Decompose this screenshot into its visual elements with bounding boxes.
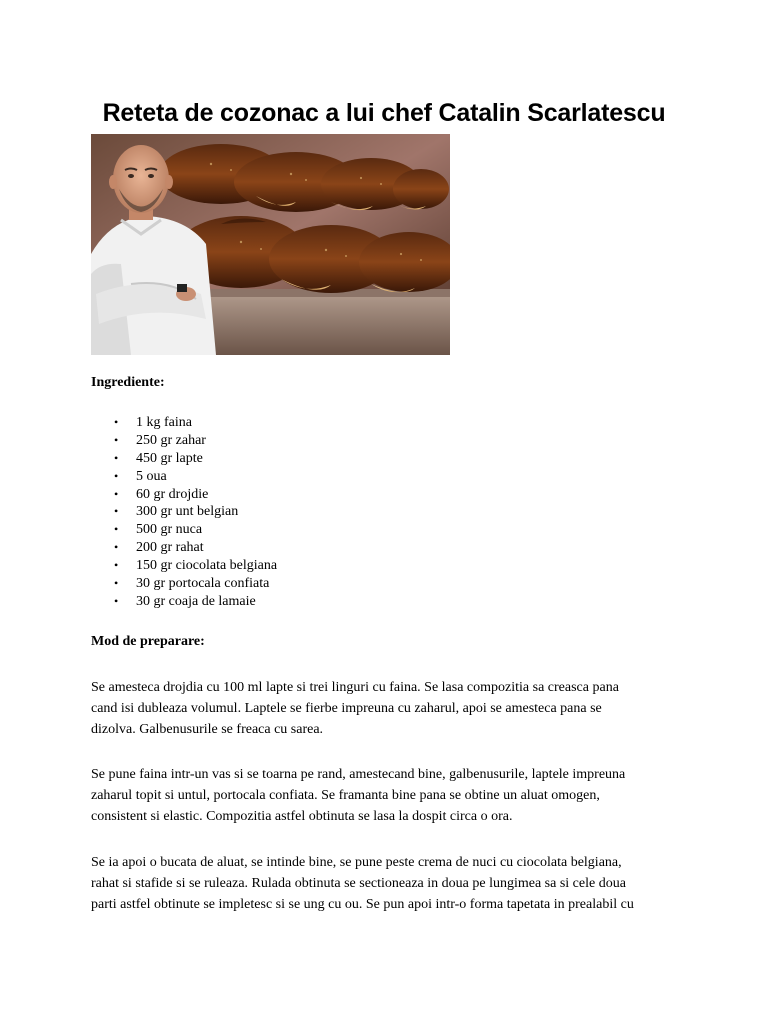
bullet-icon: • bbox=[114, 432, 119, 447]
ingredients-list bbox=[91, 414, 277, 611]
bullet-icon: • bbox=[114, 540, 119, 555]
ingredient-text: 30 gr coaja de lamaie bbox=[136, 593, 256, 609]
ingredient-text: 250 gr zahar bbox=[136, 432, 206, 448]
list-item bbox=[91, 503, 277, 521]
bullet-icon: • bbox=[114, 450, 119, 465]
ingredient-text: 5 oua bbox=[136, 468, 167, 484]
page-title: Reteta de cozonac a lui chef Catalin Scarlatescu bbox=[102, 99, 666, 127]
list-item bbox=[91, 486, 277, 504]
bullet-icon: • bbox=[114, 576, 119, 591]
bullet-icon: • bbox=[114, 415, 119, 429]
preparation-heading: Mod de preparare: bbox=[91, 634, 205, 649]
paragraph-line: Se amesteca drojdia cu 100 ml lapte si trei linguri cu faina. Se lasa compozitia sa creasca pana bbox=[91, 680, 619, 695]
paragraph-line: consistent si elastic. Compozitia astfel obtinuta se lasa la dospit circa o ora. bbox=[91, 809, 513, 824]
preparation-paragraph-2 bbox=[91, 764, 691, 827]
ingredient-text: 500 gr nuca bbox=[136, 522, 203, 538]
bullet-icon: • bbox=[114, 593, 119, 608]
ingredient-text: 150 gr ciocolata belgiana bbox=[136, 558, 278, 574]
list-item bbox=[91, 468, 277, 486]
ingredient-text: 30 gr portocala confiata bbox=[136, 576, 270, 592]
preparation-paragraph-1 bbox=[91, 677, 691, 740]
ingredients-heading: Ingrediente: bbox=[91, 375, 165, 390]
list-item bbox=[91, 557, 277, 575]
paragraph-line: parti astfel obtinute se impletesc si se ung cu ou. Se pun apoi intr-o forma tapetata in prealabil cu bbox=[91, 897, 634, 912]
bullet-icon: • bbox=[114, 468, 119, 483]
list-item bbox=[91, 539, 277, 557]
bullet-icon: • bbox=[114, 558, 119, 573]
list-item bbox=[91, 521, 277, 539]
paragraph-line: Se pune faina intr-un vas si se toarna pe rand, amestecand bine, galbenusurile, laptele impreuna bbox=[91, 767, 626, 782]
list-item bbox=[91, 450, 277, 468]
ingredient-text: 200 gr rahat bbox=[136, 540, 204, 556]
list-item bbox=[91, 593, 277, 611]
ingredient-text: 300 gr unt belgian bbox=[136, 504, 239, 520]
bullet-icon: • bbox=[114, 522, 119, 537]
bullet-icon: • bbox=[114, 486, 119, 501]
ingredient-text: 1 kg faina bbox=[136, 415, 192, 430]
paragraph-line: zaharul topit si untul, portocala confiata. Se framanta bine pana se obtine un aluat omogen, bbox=[91, 788, 600, 803]
chef-with-cozonac-photo bbox=[91, 134, 450, 355]
list-item bbox=[91, 575, 277, 593]
paragraph-line: cand isi dubleaza volumul. Laptele se fierbe impreuna cu zaharul, apoi se amesteca pana se bbox=[91, 701, 602, 716]
bullet-icon: • bbox=[114, 504, 119, 519]
list-item bbox=[91, 414, 277, 432]
paragraph-line: Se ia apoi o bucata de aluat, se intinde bine, se pune peste crema de nuci cu ciocolata belgiana, bbox=[91, 855, 622, 870]
ingredient-text: 450 gr lapte bbox=[136, 450, 203, 466]
paragraph-line: dizolva. Galbenusurile se freaca cu sarea. bbox=[91, 722, 324, 737]
preparation-paragraph-3 bbox=[91, 852, 691, 915]
list-item bbox=[91, 432, 277, 450]
ingredient-text: 60 gr drojdie bbox=[136, 486, 209, 502]
paragraph-line: rahat si stafide si se ruleaza. Rulada obtinuta se sectioneaza in doua pe lungimea sa si cele doua bbox=[91, 876, 626, 891]
